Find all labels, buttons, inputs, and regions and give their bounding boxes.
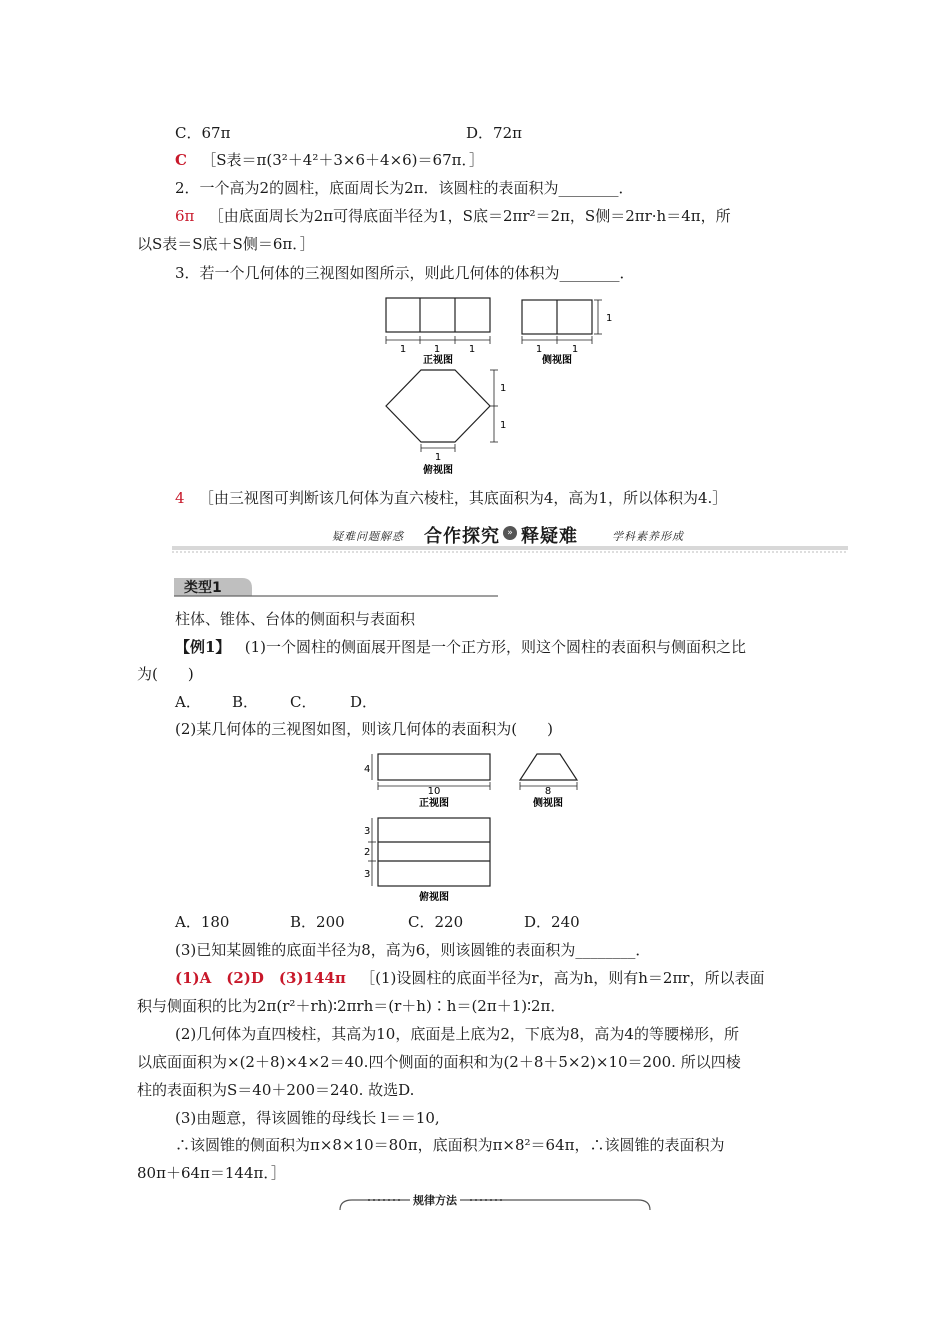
ex1-p2-opt-d: D．240 bbox=[524, 913, 580, 931]
ex1-top-dim-3a: 3 bbox=[364, 826, 371, 837]
ex1-side-label: 侧视图 bbox=[533, 798, 563, 809]
q2-answer: 6π bbox=[175, 207, 195, 225]
q2-answer-line bbox=[175, 206, 731, 226]
ex1-side-view bbox=[520, 754, 577, 790]
ex1-s2a: (2)几何体为直四棱柱，其高为10，底面是上底为2，下底为8，高为4的等腰梯形，所 bbox=[175, 1025, 739, 1043]
q3-answer: 4 bbox=[175, 489, 185, 507]
section-banner bbox=[172, 522, 848, 556]
q3-top-dim-h1: 1 bbox=[500, 383, 507, 394]
ex1-side-dim-w: 8 bbox=[544, 786, 552, 797]
ex1-p1-opt-c: C． bbox=[290, 693, 317, 711]
ex1-p1a: (1)一个圆柱的侧面展开图是一个正方形，则这个圆柱的表面积与侧面积之比 bbox=[244, 638, 747, 656]
q3-answer-line bbox=[175, 488, 727, 508]
q3-side-label: 侧视图 bbox=[542, 355, 572, 366]
q3-three-view-figure bbox=[370, 290, 620, 480]
banner-right-text: 学科素养形成 bbox=[612, 530, 684, 543]
law-method-header bbox=[338, 1192, 652, 1218]
ex1-front-dim-w: 10 bbox=[427, 786, 441, 797]
q2-solution-2: 以S表＝S底＋S侧＝6π．］ bbox=[137, 235, 315, 253]
ex1-s3b: ∴该圆锥的侧面积为π×8×10＝80π，底面积为π×8²＝64π，∴该圆锥的表面积为 bbox=[175, 1136, 725, 1154]
ex1-front-label: 正视图 bbox=[419, 798, 449, 809]
ex1-s2c: 柱的表面积为S＝40＋200＝240. 故选D. bbox=[137, 1081, 415, 1099]
q3-side-dim-h: 1 bbox=[606, 313, 613, 324]
q1-answer-letter: C bbox=[175, 151, 187, 169]
q3-top-view bbox=[386, 370, 498, 452]
ex1-s3a: (3)由题意，得该圆锥的母线长 l＝＝10, bbox=[175, 1109, 440, 1127]
ex1-part1 bbox=[175, 637, 746, 657]
q1-solution: ［S表＝π(3²＋4²＋3×6＋4×6)＝67π．］ bbox=[201, 151, 484, 169]
q3-solution: ［由三视图可判断该几何体为直六棱柱，其底面积为4，高为1，所以体积为4.］ bbox=[198, 489, 728, 507]
q3-top-dim-w: 1 bbox=[434, 452, 442, 463]
ex1-top-dim-2: 2 bbox=[364, 847, 371, 858]
q3-dim-1a: 1 bbox=[399, 344, 407, 355]
ex1-top-view bbox=[368, 818, 490, 886]
ex1-front-view bbox=[372, 754, 490, 790]
ex1-p1b: 为( ) bbox=[137, 665, 194, 683]
q2-stem: 2．一个高为2的圆柱，底面周长为2π．该圆柱的表面积为________． bbox=[175, 179, 634, 197]
ex1-top-label: 俯视图 bbox=[419, 892, 449, 903]
ex1-p2-opt-a: A．180 bbox=[175, 913, 230, 931]
banner-left-text: 疑难问题解惑 bbox=[332, 530, 404, 543]
type1-tag-label: 类型1 bbox=[184, 580, 222, 596]
law-method-label: 规律方法 bbox=[410, 1192, 460, 1208]
ex1-p1-opt-d: D． bbox=[350, 693, 378, 711]
ex1-p1-opt-b: B． bbox=[232, 693, 259, 711]
q3-stem: 3．若一个几何体的三视图如图所示，则此几何体的体积为________． bbox=[175, 264, 635, 282]
ex1-head: 【例1】 bbox=[175, 638, 231, 656]
q3-front-view bbox=[386, 298, 490, 344]
q1-answer bbox=[175, 150, 484, 170]
ex1-s3c: 80π＋64π＝144π．］ bbox=[137, 1164, 286, 1182]
banner-chevron-icon: » bbox=[503, 526, 517, 540]
type1-tag bbox=[172, 576, 498, 598]
q3-dim-1b: 1 bbox=[433, 344, 441, 355]
ex1-s1a: ［(1)设圆柱的底面半径为r，高为h，则有h＝2πr，所以表面 bbox=[360, 969, 765, 987]
q3-top-dim-h2: 1 bbox=[500, 420, 507, 431]
q3-front-label: 正视图 bbox=[423, 355, 453, 366]
ex1-s1b: 积与侧面积的比为2π(r²＋rh)∶2πrh＝(r＋h)∶h＝(2π＋1)∶2π． bbox=[137, 997, 566, 1015]
q3-side-view bbox=[522, 300, 602, 344]
q3-side-dim-a: 1 bbox=[535, 344, 543, 355]
ex1-front-dim-h: 4 bbox=[364, 764, 371, 775]
banner-title-b: 释疑难 bbox=[521, 526, 578, 547]
q3-side-dim-b: 1 bbox=[571, 344, 579, 355]
ex1-answer-line bbox=[175, 968, 764, 988]
ex1-top-dim-3b: 3 bbox=[364, 869, 371, 880]
ex1-p2-opt-c: C．220 bbox=[408, 913, 464, 931]
ex1-p1-opt-a: A． bbox=[175, 693, 201, 711]
option-d: D．72π bbox=[466, 124, 522, 142]
ex1-answer: (1)A (2)D (3)144π bbox=[175, 969, 346, 987]
q3-top-label: 俯视图 bbox=[423, 465, 453, 476]
ex1-p2: (2)某几何体的三视图如图，则该几何体的表面积为( ) bbox=[175, 720, 553, 738]
q2-solution-1: ［由底面周长为2π可得底面半径为1，S底＝2πr²＝2π，S侧＝2πr·h＝4π，所 bbox=[208, 207, 731, 225]
ex1-s2b: 以底面面积为×(2＋8)×4×2＝40.四个侧面的面积和为(2＋8＋5×2)×10＝200. 所以四棱 bbox=[137, 1053, 741, 1071]
type1-title: 柱体、锥体、台体的侧面积与表面积 bbox=[175, 610, 416, 628]
ex1-p2-opt-b: B．200 bbox=[290, 913, 345, 931]
banner-title-a: 合作探究 bbox=[424, 526, 500, 547]
ex1-p3: (3)已知某圆锥的底面半径为8，高为6，则该圆锥的表面积为________． bbox=[175, 941, 651, 959]
ex1-three-view-figure bbox=[362, 748, 612, 906]
q3-dim-1c: 1 bbox=[468, 344, 476, 355]
option-c: C．67π bbox=[175, 124, 231, 142]
